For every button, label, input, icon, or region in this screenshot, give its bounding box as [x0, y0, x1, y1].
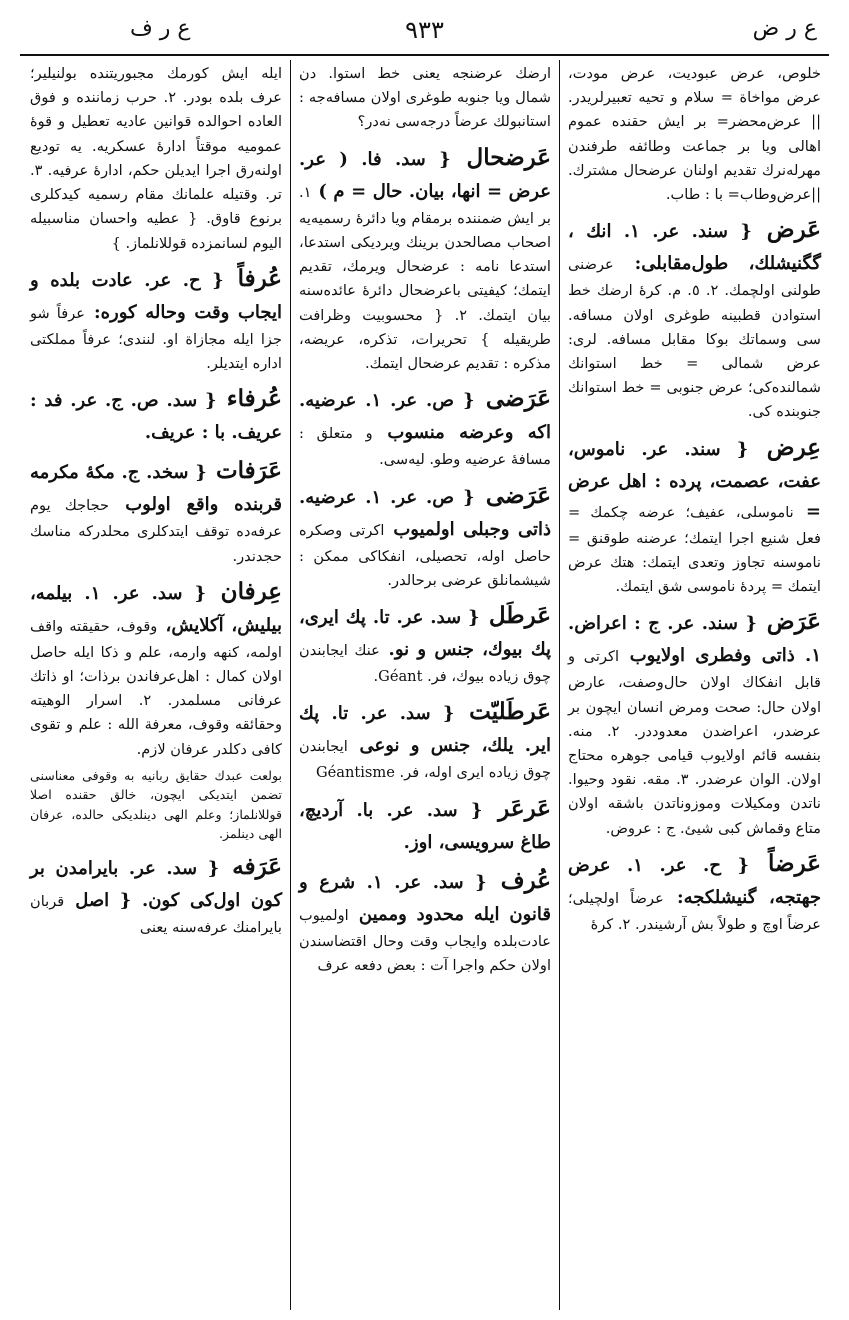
entry-headword: عَرَفات [215, 457, 283, 485]
dictionary-entry [30, 573, 282, 762]
entry-definition: قربان بایرامنك عرفه‌سنه یعنی [30, 893, 282, 937]
column-continuation-text: ایله ایش کورمك مجبوریتنده بولنیلیر؛ عرف بلده بودر. ۲. حرب زماننده و فوق العاده احوالده قوانین عادیه تعطیل و قوهٔ عمومیه موقتاً ادارهٔ عسکریه. یه تودیع اولنه‌رق اجرا ایدیلن حکم، ادارهٔ عرفیه. ۳. تر. وقتیله علمانك مقام رسمیه کیدکلری برنوع قاوق. { عطیه واحسان مناسبیله الیوم لسانمزده قوللانلماز. } [30, 65, 282, 252]
entry-headword: عُرفاً [237, 264, 282, 292]
dictionary-entry [299, 139, 551, 377]
entry-definition: اکرتی وصکره حاصل اوله، تحصیلی، انفکاکی ممکن : شیشمانلق عرضی برحالدر. [299, 521, 551, 589]
entry-grammar-note: { سد. عر. تا. پك ایری، پك بیوك، جنس و نو. [299, 606, 551, 661]
dictionary-entry [299, 477, 551, 593]
entry-grammar-note: { سد. عر. با. آردیچ، طاغ سرویسی، اوز. [299, 799, 551, 853]
entry-headword: عِرفان [220, 577, 282, 605]
entry-grammar-note: { سد. فا. ( عر. عرض = انها، بیان. حال = م ) [299, 148, 552, 202]
entry-definition: عرضنی طولنی اولچمك. ۲. ٥. م. کرهٔ ارضك خط استوادن قطبینه طوغری اولان مسافه. سی وسماتك بوکا مقابل مسافه. لری: عرض شمالی = خط استوانك شمالنده‌کی؛ عرض جنوبی = خط استوانك جنوبنده کی. [568, 256, 822, 421]
dictionary-entry [568, 211, 821, 424]
dictionary-entry [568, 603, 821, 841]
entry-grammar-note: { سند. عر. ۱. انك ، گگنیشلك، طول‌مقابلی: [568, 221, 821, 275]
entry-grammar-note: { ص. عر. ۱. عرضیه. ذاتی وجبلی اولمیوب [299, 486, 551, 540]
entry-headword: عَرَفه [232, 852, 282, 880]
entry-grammar-note: { سند. عر. ناموس، عفت، عصمت، پرده : اهل عرض = [568, 438, 821, 522]
entry-grammar-note: { ح. عر. عادت بلده و ایجاب وقت وحاله کوره: [30, 269, 283, 323]
entry-headword: عَرطَل [488, 601, 551, 629]
entry-headword: عَرضحال [466, 143, 552, 171]
entry-headword: عَرطَلیّت [469, 698, 552, 726]
entry-grammar-note: { سند. عر. ج : اعراض. ۱. ذاتی وفطری اولایوب [568, 613, 821, 667]
dictionary-entry [30, 452, 282, 568]
entry-definition: ایجابندن چوق زیاده ایری اوله، فر. Géantisme [299, 738, 551, 782]
entry-grammar-note: { سد. عر. ۱. بیلمه، بیلیش، آکلایش، [30, 582, 282, 636]
dictionary-entry [30, 380, 282, 448]
entry-definition: ناموسلی، عفیف؛ عرضه چکمك = فعل شنیع اجرا ایتمك؛ عرضنه طوقنق = ناموسنه تجاوز وتعدی ایتمك: هتك عرض ایتمك = پردهٔ ناموسی شق ایتمك. [568, 503, 821, 596]
dictionary-entry [30, 848, 282, 940]
page-number: ۹۳۳ [405, 16, 444, 44]
entry-grammar-note: { ح. عر. ۱. عرض جهتجه، گنیشلکجه: [568, 854, 821, 908]
dictionary-entry [30, 260, 282, 376]
dictionary-page-body [20, 60, 829, 1310]
entry-grammar-note: { ص. عر. ۱. عرضیه. اکه وعرضه منسوب [299, 390, 551, 444]
entry-headword: عَرَضی [485, 385, 552, 413]
entry-grammar-note: { سد. عر. ۱. شرع و قانون ایله محدود وممین [299, 871, 552, 925]
entry-headword: عُرف [500, 866, 551, 894]
dictionary-entry [299, 380, 551, 472]
column-continuation-text: ارضك عرضنجه یعنی خط استوا. دن شمال ویا جنوبه طوغری اولان مسافه‌جه : استانبولك عرضاً درجه‌سی نه‌در؟ [299, 65, 551, 131]
entry-headword: عَرَضی [485, 481, 552, 509]
entry-definition: اولمیوب عادت‌بلده وایجاب وقت وحال اقتضاسندن اولان حکم واجرا آت : بعض دفعه عرف [299, 906, 551, 974]
page-header [20, 14, 829, 56]
entry-headword: عَرضاً [768, 849, 821, 877]
dictionary-entry [299, 597, 551, 689]
entry-grammar-note: { سد. ص. ج. عر. فد : عریف. با : عریف. [30, 390, 282, 444]
column-left [22, 60, 291, 1310]
entry-grammar-note: { سد. عر. بایرامدن بر کون اول‌کی کون. { اصل [30, 857, 283, 912]
column-right [560, 60, 829, 1310]
column-continuation-text: خلوص، عرض عبودیت، عرض مودت، عرض مواخاة = سلام و تحیه تعبیرلریدر. || عرض‌محضر= بر ایش حقنده عموم اهالی ویا بر جماعت وطائفه طرفندن مهرلەنرك تقدیم اولنان عرضحال مشترك. ||عرض‌وطاب= با : طاب. [568, 65, 821, 204]
entry-grammar-note: { سخد. ج. مکهٔ مکرمه قربنده واقع اولوب [30, 462, 282, 516]
dictionary-entry [568, 429, 821, 600]
entry-definition: عنك ایجابندن چوق زیاده بیوك، فر. Géant. [299, 642, 551, 686]
usage-note: بولعت عبدك حقایق ربانیه به وقوفی معناسنی تضمن ایتدیکی ایچون، خالق حقنده اصلا قوللانلماز؛ وعلم الهی دینلدیکی حالده، عرفان الهی دینلمز. [30, 767, 282, 842]
column-middle [291, 60, 560, 1310]
entry-definition: وقوف، حقیقته واقف اولمه، کنهه وارمه، علم و ذکا ایله حاصل اولان کمال : اهل‌عرفاندن برذات؛ او ذاتك عرفانی مسلمدر. ۲. اسرار الوهیته وحقائقه وقوف، معرفة الله : علم و تقوی کافی دکلدر عرفان لازم. [30, 617, 282, 758]
entry-definition: ۱. بر ایش ضمننده برمقام ویا دائرهٔ رسمیه‌یه اصحاب مصالحدن برینك ویردیکی استدعا، استدعا نامه : عرضحال ویرمك، تقدیم ایتمك؛ کیفیتی باعرضحال دائرهٔ عائده‌سنه بیان ایتمك. ۲. { محسوبیت وظرافت طریقیله } تحریرات، تذکره، عریضه، مذکره : تقدیم عرضحال ایتمك. [299, 183, 551, 373]
header-letters-right: ع ر ض [752, 16, 817, 41]
entry-grammar-note: { سد. عر. تا. پك ایر. یلك، جنس و نوعی [299, 703, 551, 757]
entry-headword: عَرَض [766, 608, 822, 636]
entry-headword: عُرفاء [226, 385, 282, 413]
entry-definition: اکرتی و قابل انفکاك اولان حال‌وصفت، عارض اولان حال: صحت ومرض انسان ایچون بر عرضدر، اعراضدن معدوددر. ۲. منه. بنفسه قائم اولایوب قیامی جوهره محتاج اولان. الوان عرضدر. ۳. مقه. نقود وحیوا. ناتدن ومکیلات وموزوناتدن باشقه اولان متاع وقماش کبی شیئ. ج : عروض. [568, 648, 822, 837]
entry-definition: عرفاً شو جزا ایله مجازاة او. لنندی؛ عرفاً مملکتی اداره ایتدیلر. [30, 304, 282, 373]
entry-definition: عرضاً اولچیلی؛ عرضاً اوچ و طولاً بش آرشیندر. ۲. کرهٔ [568, 890, 821, 933]
entry-definition: حجاجك یوم عرفه‌ده توقف ایتدکلری محلدرکه مناسك حجدندر. [30, 497, 282, 565]
entry-headword: عَرعَر [498, 794, 551, 822]
header-letters-left: ع ر ف [130, 16, 191, 41]
entry-headword: عِرض [766, 433, 821, 461]
dictionary-entry [299, 862, 551, 978]
dictionary-entry [299, 693, 551, 785]
dictionary-entry [568, 845, 821, 937]
entry-definition: و متعلق : مسافهٔ عرضیه وطو. لیه‌سی. [299, 425, 551, 469]
entry-headword: عَرض [766, 216, 822, 244]
dictionary-entry [299, 790, 551, 858]
